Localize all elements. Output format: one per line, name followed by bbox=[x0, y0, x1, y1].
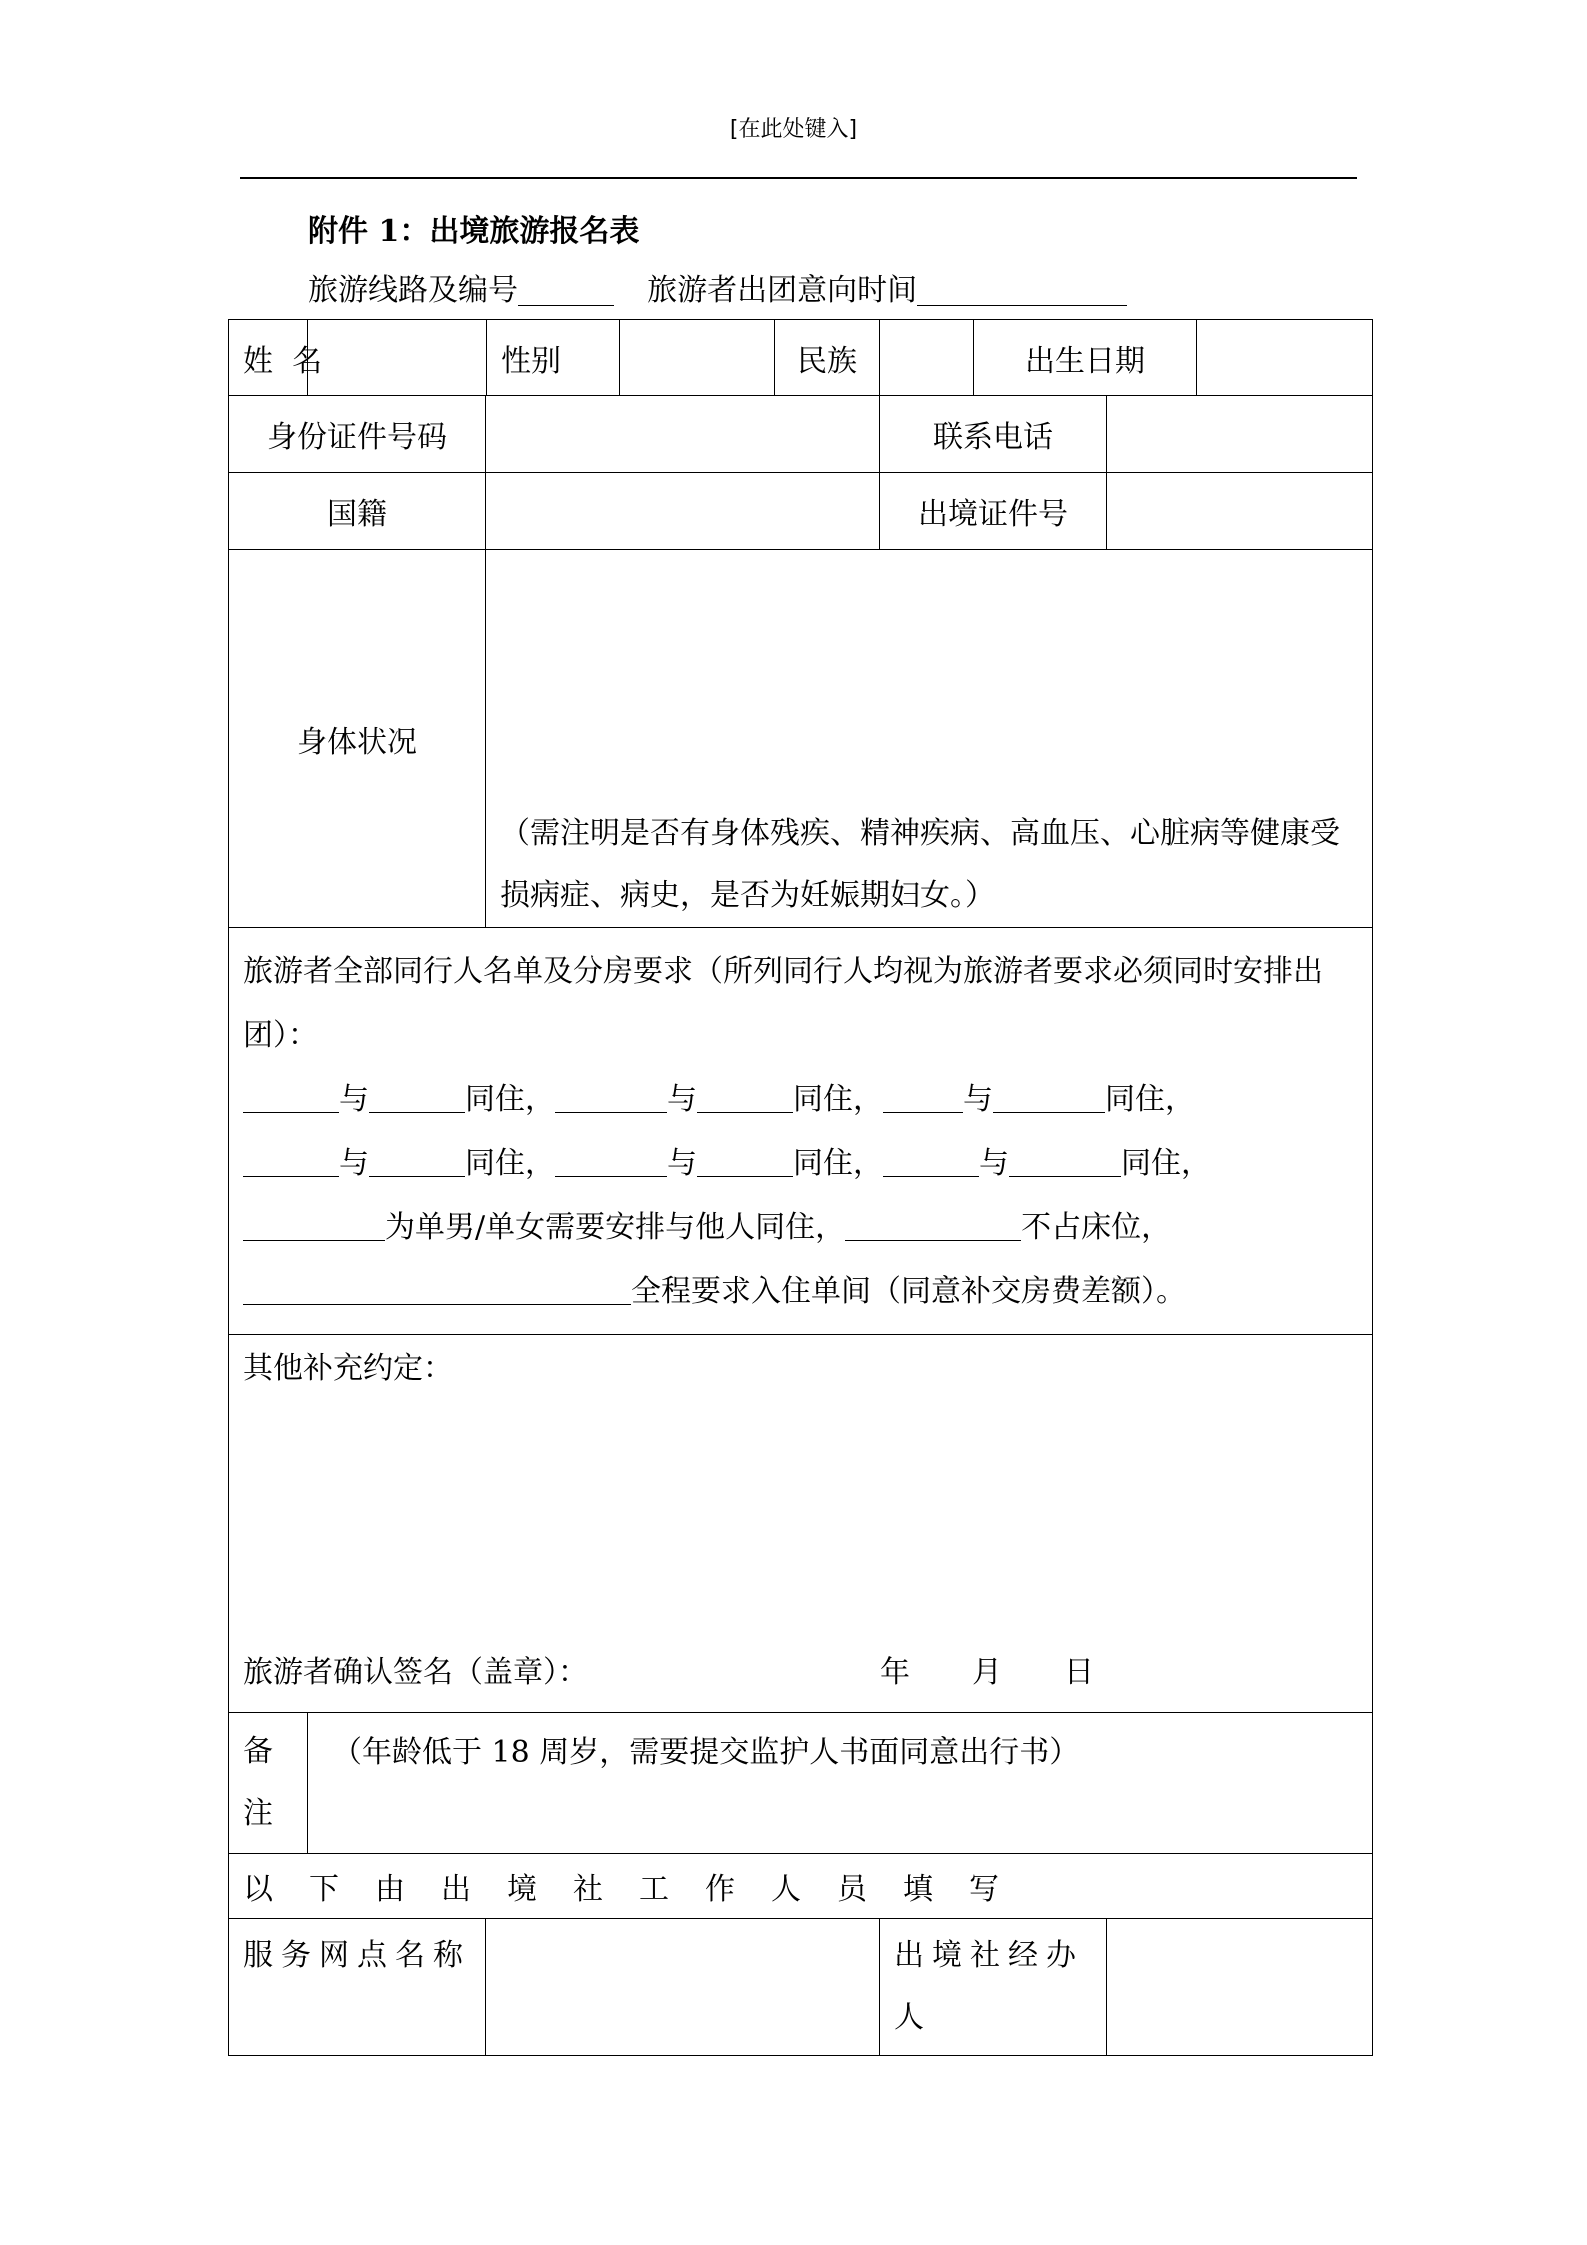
route-line bbox=[308, 265, 1127, 309]
signature-line bbox=[243, 1647, 1358, 1691]
remark-text: （年龄低于 18 周岁，需要提交监护人书面同意出行书） bbox=[308, 1713, 1373, 1854]
ethnicity-label: 民族 bbox=[775, 320, 880, 396]
companion-blank[interactable] bbox=[697, 1072, 793, 1113]
name-label: 姓 名 bbox=[229, 320, 308, 396]
other-agreement-label: 其他补充约定： bbox=[243, 1351, 453, 1386]
companions-intro: 旅游者全部同行人名单及分房要求（所列同行人均视为旅游者要求必须同时安排出团）： bbox=[243, 954, 1323, 1053]
header-rule bbox=[240, 177, 1357, 179]
health-label: 身体状况 bbox=[229, 550, 486, 928]
birth-value[interactable] bbox=[1197, 320, 1373, 396]
route-blank[interactable] bbox=[518, 275, 614, 306]
ethnicity-value[interactable] bbox=[880, 320, 974, 396]
birth-label: 出生日期 bbox=[974, 320, 1197, 396]
companion-blank[interactable] bbox=[555, 1072, 667, 1113]
signature-label: 旅游者确认签名（盖章）： bbox=[243, 1655, 588, 1690]
agent-value[interactable] bbox=[1107, 1919, 1373, 2056]
service-outlet-value[interactable] bbox=[486, 1919, 880, 2056]
month-label: 月 bbox=[972, 1655, 1002, 1690]
companion-blank[interactable] bbox=[243, 1136, 339, 1177]
passport-label: 出境证件号 bbox=[880, 473, 1107, 550]
companions-section bbox=[229, 928, 1373, 1335]
service-outlet-label: 服务网点名称 bbox=[229, 1919, 486, 2056]
companion-blank[interactable] bbox=[883, 1072, 963, 1113]
gender-value[interactable] bbox=[620, 320, 775, 396]
single-room-blank[interactable] bbox=[243, 1264, 631, 1305]
companions-line-4: 全程要求入住单间（同意补交房费差额）。 bbox=[243, 1260, 1358, 1324]
year-label: 年 bbox=[880, 1655, 910, 1690]
form-title: 附件 1：出境旅游报名表 bbox=[308, 214, 640, 249]
registration-table bbox=[228, 319, 1373, 2056]
gender-label: 性别 bbox=[487, 320, 620, 396]
companions-line-3: 为单男/单女需要安排与他人同住， 不占床位， bbox=[243, 1196, 1358, 1260]
departure-time-label: 旅游者出团意向时间 bbox=[647, 273, 918, 308]
remark-label: 备注 bbox=[229, 1713, 308, 1854]
no-bed-blank[interactable] bbox=[845, 1200, 1021, 1241]
companion-blank[interactable] bbox=[1009, 1136, 1121, 1177]
departure-time-blank[interactable] bbox=[917, 275, 1127, 306]
staff-section-label: 以下由出境社工作人员填写 bbox=[229, 1854, 1373, 1919]
route-label: 旅游线路及编号 bbox=[308, 273, 518, 308]
nationality-label: 国籍 bbox=[229, 473, 486, 550]
companion-blank[interactable] bbox=[369, 1136, 465, 1177]
companions-line-1: 与 同住， 与 同住， 与 同住， bbox=[243, 1068, 1358, 1132]
single-blank[interactable] bbox=[243, 1200, 385, 1241]
health-note: （需注明是否有身体残疾、精神疾病、高血压、心脏病等健康受损病症、病史，是否为妊娠期妇女。） bbox=[500, 816, 1340, 913]
other-agreement-section[interactable] bbox=[229, 1335, 1373, 1713]
id-number-label: 身份证件号码 bbox=[229, 396, 486, 473]
page-header: [在此处键入] bbox=[729, 117, 858, 142]
companion-blank[interactable] bbox=[369, 1072, 465, 1113]
nationality-value[interactable] bbox=[486, 473, 880, 550]
companion-blank[interactable] bbox=[883, 1136, 979, 1177]
passport-value[interactable] bbox=[1107, 473, 1373, 550]
id-number-value[interactable] bbox=[486, 396, 880, 473]
agent-label: 出境社经办人 bbox=[880, 1919, 1107, 2056]
companions-line-2: 与 同住， 与 同住， 与 同住， bbox=[243, 1132, 1358, 1196]
day-label: 日 bbox=[1064, 1655, 1094, 1690]
phone-label: 联系电话 bbox=[880, 396, 1107, 473]
companion-blank[interactable] bbox=[697, 1136, 793, 1177]
health-value[interactable] bbox=[486, 550, 1373, 928]
companion-blank[interactable] bbox=[993, 1072, 1105, 1113]
companion-blank[interactable] bbox=[243, 1072, 339, 1113]
companion-blank[interactable] bbox=[555, 1136, 667, 1177]
phone-value[interactable] bbox=[1107, 396, 1373, 473]
name-value[interactable] bbox=[308, 320, 487, 396]
